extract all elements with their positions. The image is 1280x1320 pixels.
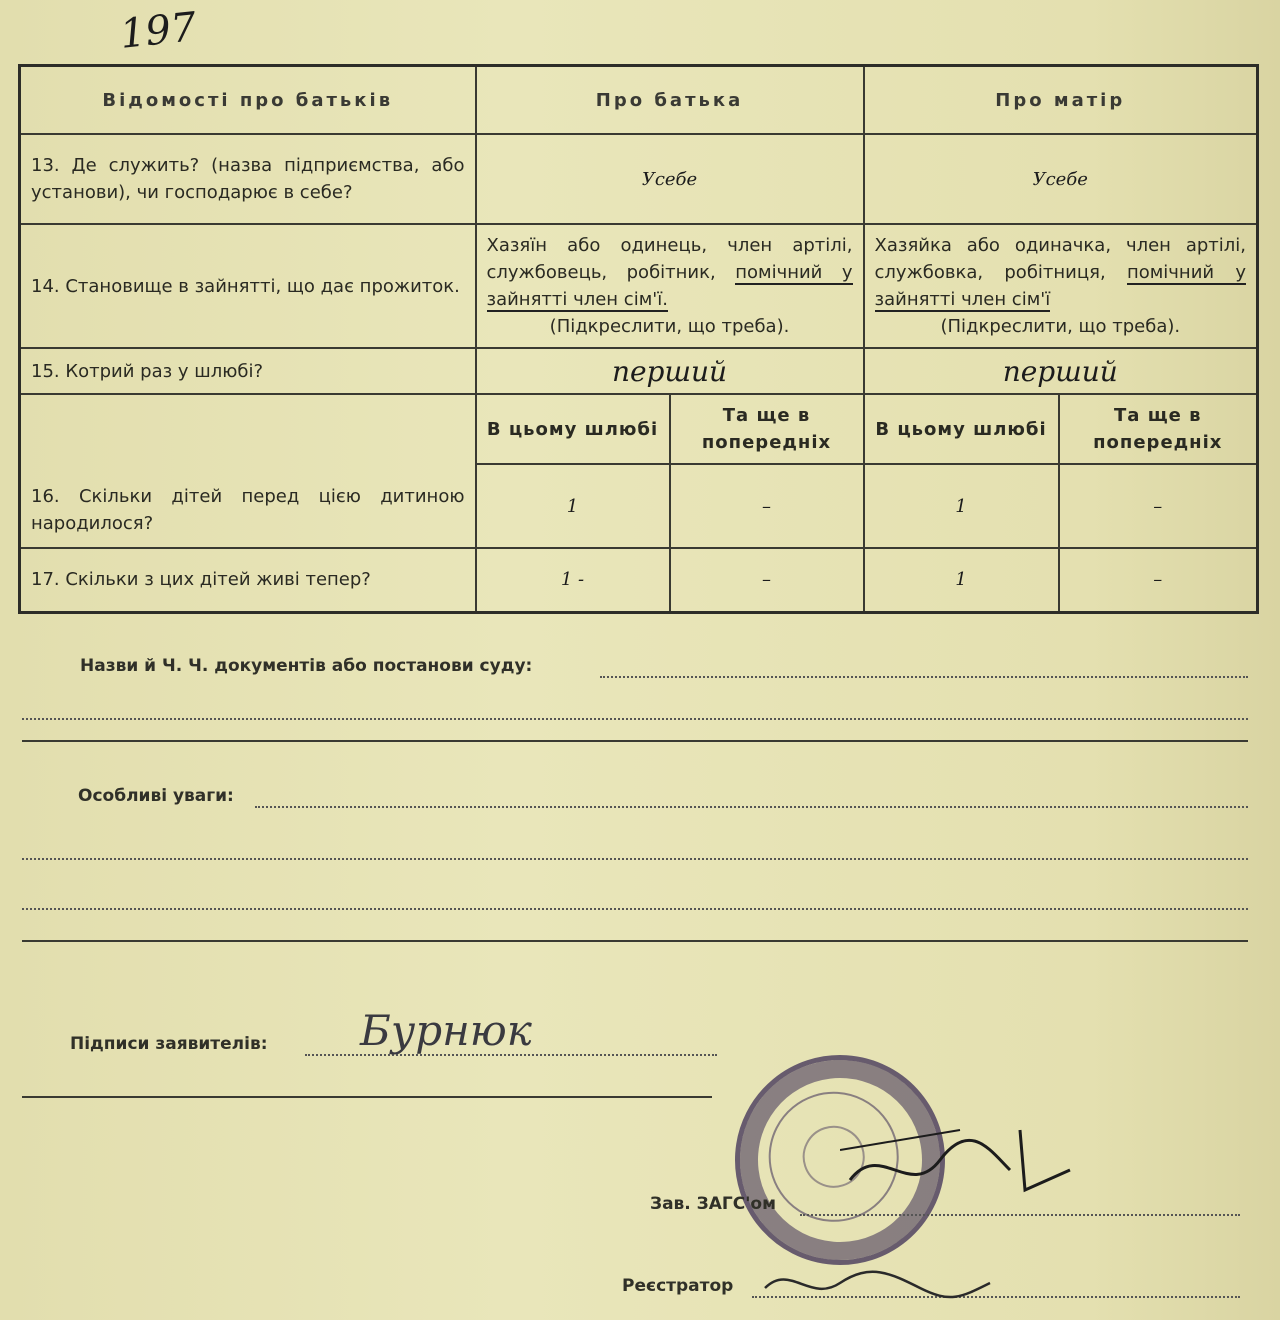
mother-option-selected: помічний у зайнятті член сім'ї [874,262,1246,310]
mother-options: Хазяйка або одиначка, член артілі, службовка, робітниця, [874,235,1247,283]
q17-mother-previous: – [1059,548,1258,612]
registrar-signature [760,1258,1000,1308]
divider-1 [22,740,1248,742]
header-parents-info: Відомості про батьків [20,66,476,135]
q17-father-this: 1 - [476,548,670,612]
row-q15 [20,348,1258,394]
answer-13-mother: Усебе [864,134,1258,224]
registrar-label: Реєстратор [622,1276,734,1296]
head-label: Зав. ЗАГС'ом [650,1194,777,1214]
remarks-label: Особливі уваги: [78,786,234,806]
header-father: Про батька [476,66,864,135]
q16-father-this: 1 [476,464,670,548]
answer-13-father: Усебе [476,134,864,224]
remarks-line-1 [255,806,1248,808]
q16-mother-this: 1 [864,464,1059,548]
question-13: 13. Де служить? (назва підприємства, або установи), чи господарює в себе? [20,134,476,224]
father-option-selected: помічний у зайнятті член сім'ї. [486,262,853,310]
remarks-line-2 [22,858,1248,860]
q17-father-previous: – [670,548,864,612]
head-signature [840,1110,1100,1220]
row-q16-subheaders [20,394,1258,464]
question-16: 16. Скільки дітей перед цією дитиною народилося? [20,394,476,548]
question-17: 17. Скільки з цих дітей живі тепер? [20,548,476,612]
row-q17 [20,548,1258,612]
answer-14-mother [864,224,1258,348]
father-options: Хазяїн або одинець, член артілі, службовець, робітник, [486,235,853,283]
subheader-father-this: В цьому шлюбі [476,394,670,464]
applicant-signature: Бурнюк [360,1006,532,1055]
row-q14 [20,224,1258,348]
answer-15-father: перший [476,348,864,394]
q16-father-previous: – [670,464,864,548]
answer-15-mother: перший [864,348,1258,394]
divider-2 [22,940,1248,942]
documents-line-2 [22,718,1248,720]
father-note: (Підкреслити, що треба). [549,316,790,337]
question-15: 15. Котрий раз у шлюбі? [20,348,476,394]
subheader-mother-previous: Та ще в попередніх [1059,394,1258,464]
q17-mother-this: 1 [864,548,1059,612]
header-mother: Про матір [864,66,1258,135]
table-header-row [20,66,1258,135]
divider-3 [22,1096,712,1098]
question-14: 14. Становище в зайнятті, що дає прожиток. [20,224,476,348]
subheader-father-previous: Та ще в попередніх [670,394,864,464]
row-q13 [20,134,1258,224]
subheader-mother-this: В цьому шлюбі [864,394,1059,464]
documents-line-1 [600,676,1248,678]
remarks-line-3 [22,908,1248,910]
signatures-label: Підписи заявителів: [70,1034,268,1054]
q16-mother-previous: – [1059,464,1258,548]
parents-info-table [18,64,1259,614]
year-note: 197 [117,4,199,58]
documents-label: Назви й Ч. Ч. документів або постанови суду: [80,656,533,676]
mother-note: (Підкреслити, що треба). [940,316,1181,337]
answer-14-father [476,224,864,348]
